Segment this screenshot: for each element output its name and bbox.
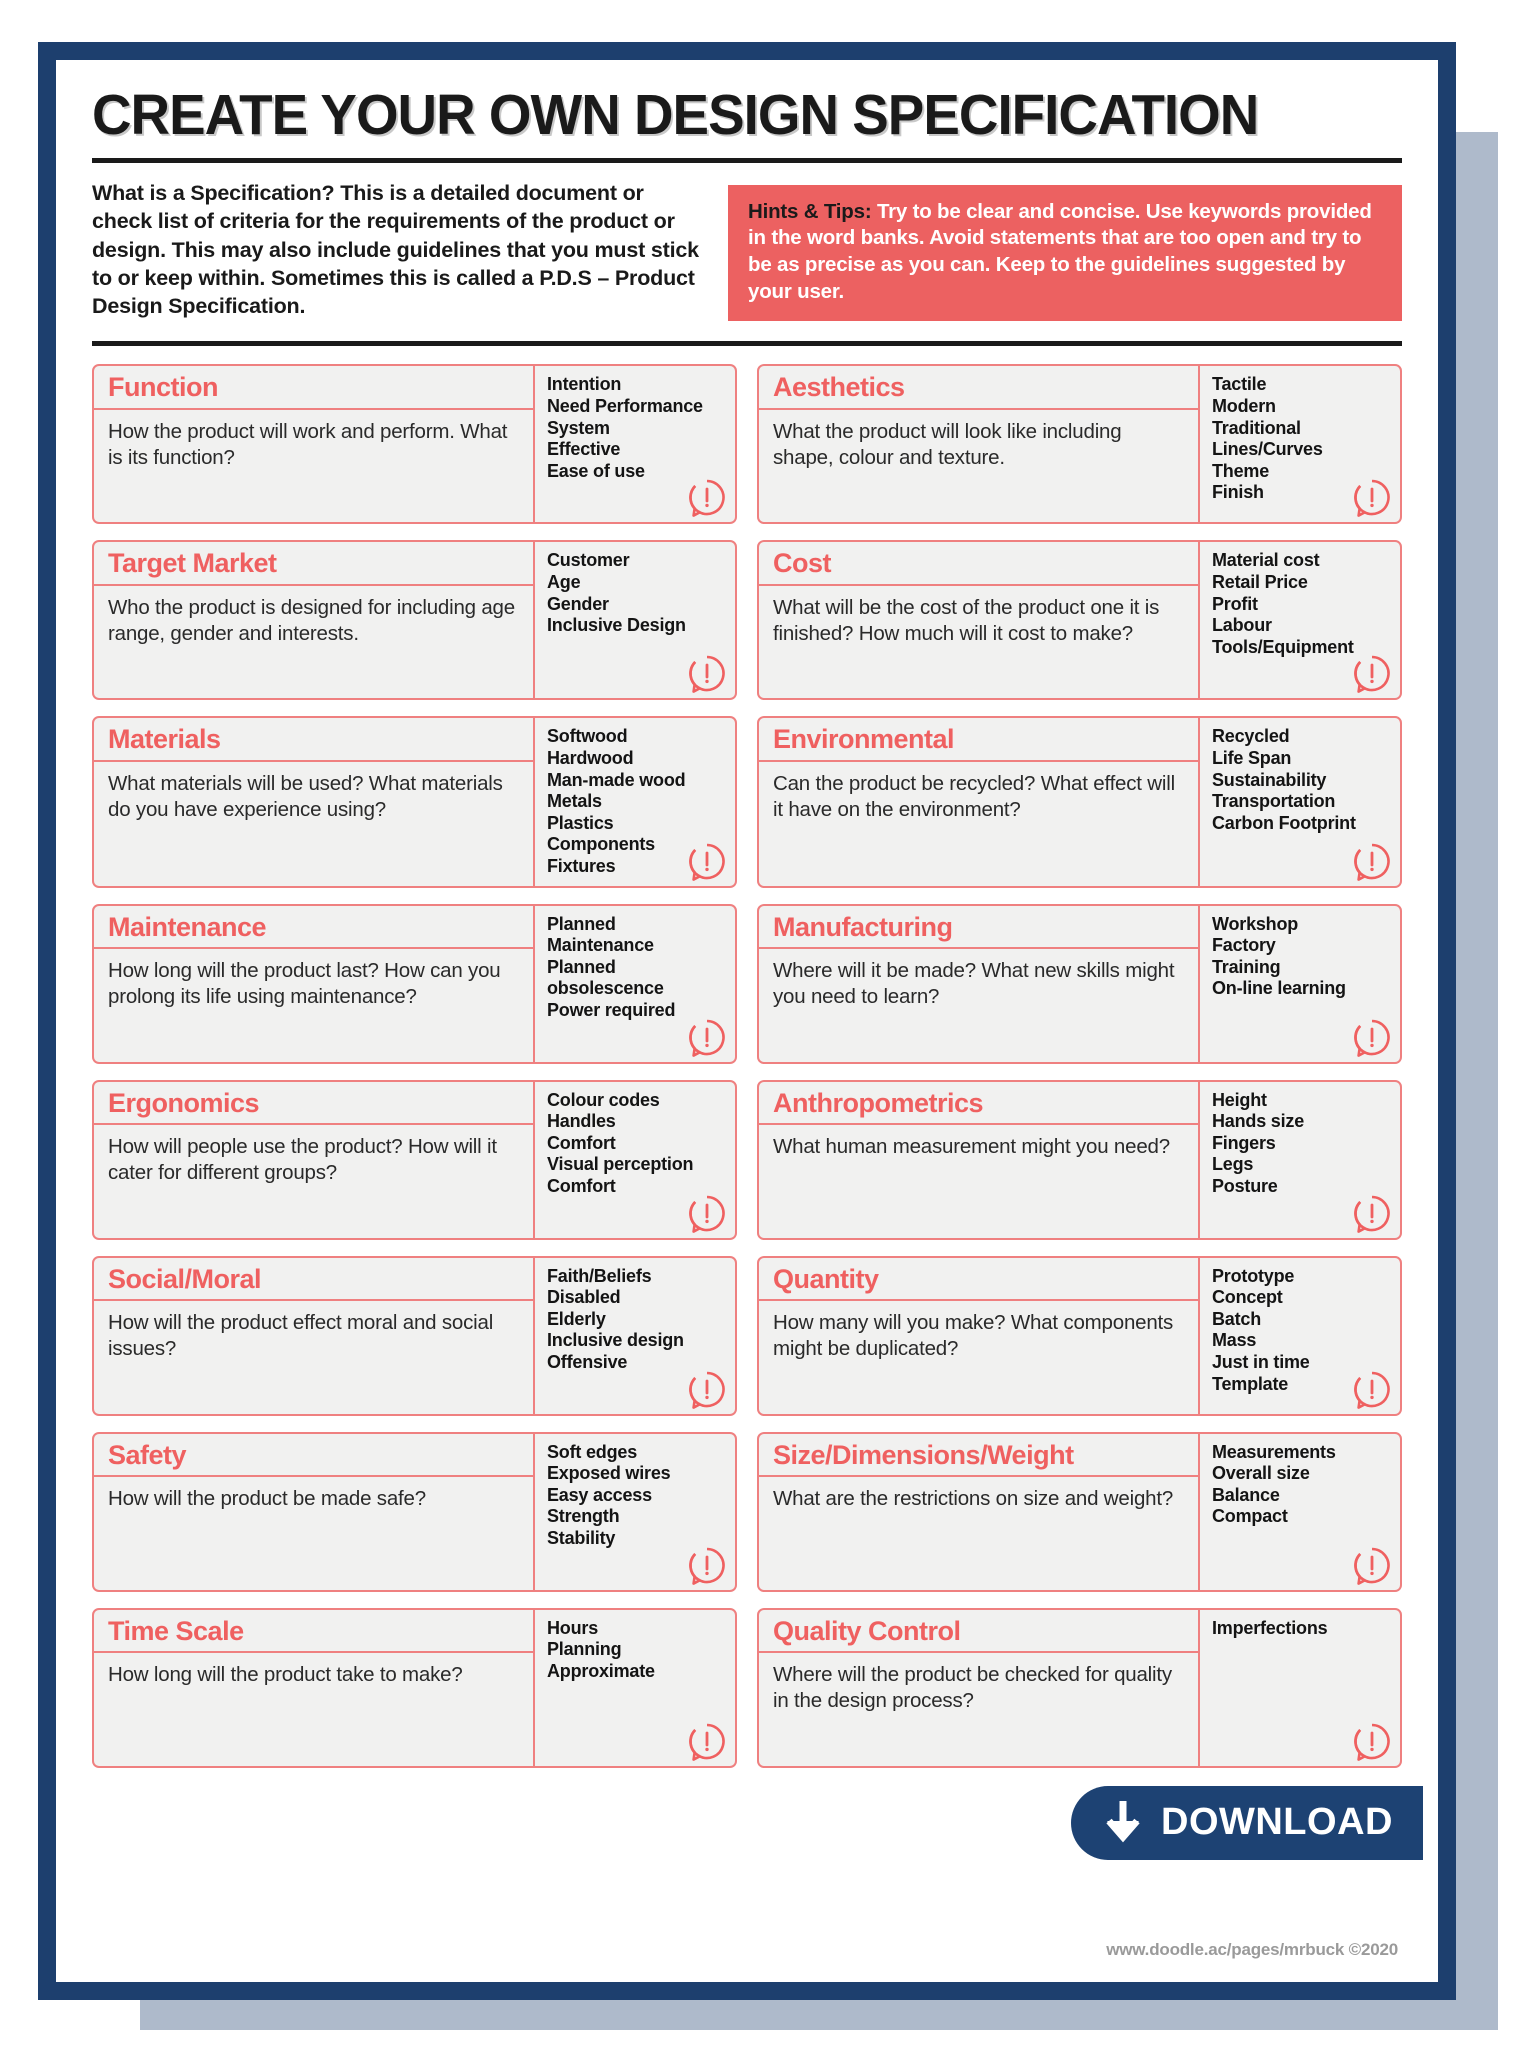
card-keyword-bank [1200, 1258, 1400, 1414]
keyword-item: Power required [547, 999, 676, 1020]
specification-card[interactable] [92, 540, 737, 700]
card-description: What are the restrictions on size and weight? [773, 1486, 1174, 1510]
card-keyword-bank [535, 1258, 735, 1414]
specification-card[interactable] [92, 1080, 737, 1240]
card-title: Manufacturing [759, 906, 1198, 949]
keyword-item: Fingers [1212, 1132, 1276, 1153]
exclamation-speech-bubble-icon [687, 1194, 727, 1234]
keyword-item: Age [547, 572, 581, 592]
keyword-item: Inclusive design [547, 1330, 684, 1351]
keyword-item: Offensive [547, 1351, 628, 1372]
keyword-item: Training [1212, 956, 1281, 977]
download-arrow-icon [1101, 1799, 1145, 1845]
keyword-item: Labour [1212, 615, 1272, 636]
card-title: Safety [94, 1434, 533, 1477]
keyword-item: Retail Price [1212, 572, 1308, 592]
keyword-item: Measurements [1212, 1441, 1336, 1462]
card-left-column [759, 1610, 1200, 1766]
card-keyword-bank [1200, 542, 1400, 698]
keyword-item: Softwood [547, 726, 628, 747]
card-keyword-bank [1200, 1434, 1400, 1590]
keyword-item: On-line learning [1212, 978, 1346, 999]
page-frame [38, 42, 1456, 2000]
exclamation-speech-bubble-icon [1352, 478, 1392, 518]
keyword-item: Effective [547, 439, 621, 460]
keyword-item: Factory [1212, 935, 1276, 956]
keyword-item: Transportation [1212, 791, 1336, 812]
card-description: How the product will work and perform. What is its function? [108, 419, 508, 470]
keyword-item: Gender [547, 593, 609, 614]
keyword-item: Mass [1212, 1330, 1257, 1351]
specification-card[interactable] [92, 364, 737, 524]
keyword-item: Components [547, 834, 655, 855]
card-title: Function [94, 366, 533, 409]
keyword-item: Lines/Curves [1212, 439, 1323, 460]
keyword-item: Profit [1212, 593, 1258, 614]
keyword-item: Legs [1212, 1154, 1254, 1175]
card-description: What the product will look like including shape, colour and texture. [773, 419, 1122, 470]
download-button[interactable] [1071, 1786, 1423, 1860]
keyword-item: Plastics [547, 812, 614, 833]
card-keyword-bank [535, 1082, 735, 1238]
keyword-item: Theme [1212, 460, 1270, 481]
exclamation-speech-bubble-icon [687, 842, 727, 882]
card-title: Environmental [759, 718, 1198, 761]
keyword-item: Traditional [1212, 417, 1301, 438]
keyword-item: Soft edges [547, 1441, 638, 1462]
keyword-item: Modern [1212, 396, 1276, 416]
specification-card[interactable] [757, 904, 1402, 1064]
card-left-column [759, 718, 1200, 885]
keyword-item: Fixtures [547, 855, 616, 876]
keyword-item: Just in time [1212, 1351, 1310, 1372]
card-description: Where will the product be checked for quality in the design process? [773, 1662, 1172, 1713]
card-description: How many will you make? What components might be duplicated? [773, 1310, 1174, 1361]
card-left-column [94, 1258, 535, 1414]
specification-card-grid [92, 364, 1402, 1767]
exclamation-speech-bubble-icon [1352, 1194, 1392, 1234]
card-left-column [94, 906, 535, 1062]
card-keyword-bank [1200, 718, 1400, 885]
specification-card[interactable] [757, 1256, 1402, 1416]
intro-row [92, 179, 1402, 322]
specification-card[interactable] [757, 716, 1402, 887]
card-left-column [94, 718, 535, 885]
intro-divider [92, 341, 1402, 346]
specification-card[interactable] [757, 540, 1402, 700]
card-left-column [94, 1610, 535, 1766]
keyword-item: Sustainability [1212, 769, 1327, 790]
card-left-column [94, 1434, 535, 1590]
keyword-item: Life Span [1212, 748, 1292, 768]
specification-card[interactable] [92, 904, 737, 1064]
card-keyword-bank [535, 542, 735, 698]
card-keyword-bank [535, 1434, 735, 1590]
card-left-column [759, 906, 1200, 1062]
keyword-item: Need Performance [547, 396, 703, 416]
worksheet-sheet [56, 60, 1438, 1982]
keyword-item: Ease of use [547, 460, 645, 481]
exclamation-speech-bubble-icon [687, 478, 727, 518]
card-title: Aesthetics [759, 366, 1198, 409]
keyword-item: Hardwood [547, 748, 634, 768]
keyword-item: Planned [547, 956, 616, 977]
card-title: Anthropometrics [759, 1082, 1198, 1125]
keyword-item: Comfort [547, 1132, 616, 1153]
keyword-item: Balance [1212, 1484, 1280, 1505]
card-title: Quantity [759, 1258, 1198, 1301]
card-left-column [759, 366, 1200, 522]
exclamation-speech-bubble-icon [687, 1018, 727, 1058]
specification-card[interactable] [92, 1432, 737, 1592]
keyword-item: Batch [1212, 1308, 1262, 1329]
keyword-item: Comfort [547, 1175, 616, 1196]
keyword-item: Planning [547, 1639, 622, 1660]
download-label: DOWNLOAD [1161, 1800, 1393, 1843]
card-keyword-bank [1200, 1082, 1400, 1238]
card-title: Social/Moral [94, 1258, 533, 1301]
keyword-item: Strength [547, 1506, 620, 1527]
card-keyword-bank [535, 366, 735, 522]
card-left-column [94, 1082, 535, 1238]
card-keyword-bank [1200, 906, 1400, 1062]
card-title: Ergonomics [94, 1082, 533, 1125]
keyword-item: Planned [547, 913, 616, 934]
card-description: How long will the product take to make? [108, 1662, 463, 1686]
card-left-column [759, 1258, 1200, 1414]
card-title: Materials [94, 718, 533, 761]
card-keyword-bank [535, 906, 735, 1062]
keyword-item: Tactile [1212, 374, 1267, 395]
keyword-item: Colour codes [547, 1089, 660, 1110]
keyword-item: Elderly [547, 1308, 606, 1329]
card-description: How will the product be made safe? [108, 1486, 426, 1510]
card-description: How long will the product last? How can you prolong its life using maintenance? [108, 958, 501, 1009]
keyword-item: Faith/Beliefs [547, 1265, 652, 1286]
card-title: Size/Dimensions/Weight [759, 1434, 1198, 1477]
keyword-item: Material cost [1212, 550, 1320, 571]
keyword-item: obsolescence [547, 978, 664, 999]
hints-label: Hints & Tips: [748, 199, 872, 223]
card-description: Where will it be made? What new skills might you need to learn? [773, 958, 1175, 1009]
keyword-item: Approximate [547, 1660, 655, 1681]
keyword-item: Template [1212, 1373, 1289, 1394]
specification-card[interactable] [92, 716, 737, 887]
keyword-item: Recycled [1212, 726, 1290, 747]
keyword-item: Handles [547, 1111, 616, 1132]
card-description: Can the product be recycled? What effect will it have on the environment? [773, 771, 1175, 822]
keyword-item: Finish [1212, 482, 1264, 503]
card-left-column [759, 1082, 1200, 1238]
card-description: What human measurement might you need? [773, 1134, 1170, 1158]
keyword-item: Prototype [1212, 1265, 1295, 1286]
specification-card[interactable] [757, 364, 1402, 524]
card-description: What materials will be used? What materials do you have experience using? [108, 771, 503, 822]
keyword-item: Imperfections [1212, 1617, 1328, 1638]
keyword-item: Hands size [1212, 1111, 1305, 1132]
card-left-column [94, 542, 535, 698]
page-title: CREATE YOUR OWN DESIGN SPECIFICATION [92, 83, 1259, 147]
card-keyword-bank [535, 718, 735, 885]
keyword-item: Man-made wood [547, 769, 686, 790]
card-description: What will be the cost of the product one it is finished? How much will it cost to make? [773, 595, 1160, 646]
card-title: Target Market [94, 542, 533, 585]
keyword-item: Easy access [547, 1484, 652, 1505]
hints-body: Try to be clear and concise. Use keywords provided in the word banks. Avoid statements that are too open and try to be as precise as you can. Keep to the guidelines suggested by your user. [748, 199, 1372, 303]
keyword-item: Intention [547, 374, 622, 395]
exclamation-speech-bubble-icon [1352, 842, 1392, 882]
keyword-item: Visual perception [547, 1154, 694, 1175]
card-left-column [759, 542, 1200, 698]
card-title: Cost [759, 542, 1198, 585]
keyword-item: Disabled [547, 1287, 621, 1308]
keyword-item: Compact [1212, 1506, 1288, 1527]
card-keyword-bank [1200, 366, 1400, 522]
exclamation-speech-bubble-icon [1352, 1546, 1392, 1586]
card-description: How will people use the product? How will it cater for different groups? [108, 1134, 497, 1185]
keyword-item: Inclusive Design [547, 615, 686, 636]
exclamation-speech-bubble-icon [1352, 1018, 1392, 1058]
card-keyword-bank [1200, 1610, 1400, 1766]
keyword-item: Height [1212, 1089, 1267, 1110]
exclamation-speech-bubble-icon [1352, 1370, 1392, 1410]
keyword-item: Hours [547, 1617, 599, 1638]
specification-card[interactable] [757, 1608, 1402, 1768]
exclamation-speech-bubble-icon [687, 1722, 727, 1762]
card-title: Maintenance [94, 906, 533, 949]
footer-credit: www.doodle.ac/pages/mrbuck ©2020 [1106, 1940, 1398, 1959]
keyword-item: Exposed wires [547, 1463, 671, 1484]
title-divider [92, 158, 1402, 163]
specification-card[interactable] [92, 1256, 737, 1416]
card-description: Who the product is designed for including age range, gender and interests. [108, 595, 515, 646]
keyword-item: Concept [1212, 1287, 1283, 1308]
exclamation-speech-bubble-icon [687, 1370, 727, 1410]
keyword-item: Posture [1212, 1175, 1278, 1196]
card-title: Time Scale [94, 1610, 533, 1653]
card-keyword-bank [535, 1610, 735, 1766]
exclamation-speech-bubble-icon [687, 1546, 727, 1586]
keyword-item: Tools/Equipment [1212, 636, 1354, 657]
specification-card[interactable] [757, 1432, 1402, 1592]
card-left-column [94, 366, 535, 522]
specification-card[interactable] [92, 1608, 737, 1768]
keyword-item: Overall size [1212, 1463, 1310, 1484]
card-left-column [759, 1434, 1200, 1590]
specification-card[interactable] [757, 1080, 1402, 1240]
keyword-item: Stability [547, 1527, 616, 1548]
keyword-item: Carbon Footprint [1212, 812, 1356, 833]
keyword-item: System [547, 417, 610, 438]
keyword-item: Metals [547, 791, 602, 812]
specification-definition: What is a Specification? This is a detailed document or check list of criteria for the requirements of the product or design. This may also include guidelines that you must stick to or keep within. Sometimes this is called a P.D.S – Product Design Specification. [92, 180, 699, 319]
keyword-item: Customer [547, 550, 630, 571]
exclamation-speech-bubble-icon [1352, 654, 1392, 694]
exclamation-speech-bubble-icon [687, 654, 727, 694]
exclamation-speech-bubble-icon [1352, 1722, 1392, 1762]
hints-and-tips-box [728, 185, 1402, 322]
card-title: Quality Control [759, 1610, 1198, 1653]
keyword-item: Maintenance [547, 935, 654, 956]
keyword-item: Workshop [1212, 913, 1299, 934]
card-description: How will the product effect moral and social issues? [108, 1310, 494, 1361]
